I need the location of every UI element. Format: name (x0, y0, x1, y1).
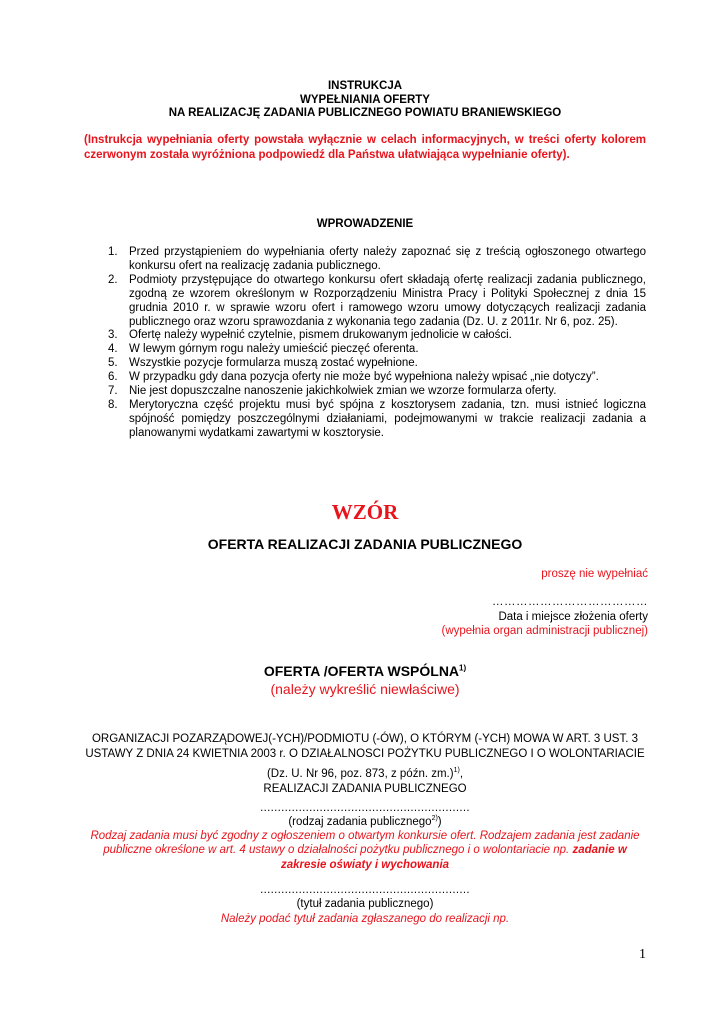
date-place-label: Data i miejsce złożenia oferty (498, 611, 648, 623)
do-not-fill-note: proszę nie wypełniać (541, 568, 648, 580)
page-number: 1 (639, 947, 646, 962)
intro-heading: WPROWADZENIE (316, 218, 414, 230)
footnote-marker: 1) (459, 663, 467, 673)
organization-text: ORGANIZACJI POZARZĄDOWEJ(-YCH)/PODMIOTU (-ÓW), O KTÓRYM (-YCH) MOWA W ART. 3 UST. 3 USTAWY Z DNIA 24 KWIETNIA 2003 r. O DZIAŁALNOSCI POŻYTKU PUBLICZNEGO I O WOLONTARIACIE (Dz. U. Nr 96, poz. 873, z późn. zm.)$^{1)}$, REALIZACJI ZADANIA PUBLICZNEGO (85, 733, 645, 795)
header-line-1: INSTRUKCJA (327, 80, 403, 92)
list-item: 4. W lewym górnym rogu należy umieścić pieczęć oferenta. (108, 343, 419, 356)
organization-last-line: REALIZACJI ZADANIA PUBLICZNEGO (263, 782, 467, 795)
instruction-header (100, 80, 630, 121)
list-item: 5. Wszystkie pozycje formularza muszą zostać wypełnione. (108, 357, 418, 370)
task-title-label: (tytuł zadania publicznego) (296, 898, 434, 910)
task-type-note: Rodzaj zadania musi być zgodny z ogłoszeniem o otwartym konkursie ofert. Rodzajem zadania jest zadanie publiczne określone w art. 4 ustawy o działalności pożytku publicznego i o wolontariacie np. zadanie w zakresie oświaty i wychowania (90, 830, 640, 871)
offer-title: OFERTA REALIZACJI ZADANIA PUBLICZNEGO (207, 536, 523, 552)
list-item: 6. W przypadku gdy dana pozycja oferty nie może być wypełniona należy wpisać „nie dotyczy”. (108, 371, 599, 384)
list-item: 8. Merytoryczna część projektu musi być spójna z kosztorysem zadania, tzn. musi istnieć logiczna spójność pomiędzy poszczególnymi działaniami, podejmowanymi w trakcie realizacji zadania a planowanymi wydatkami zawartymi w kosztorysie. (108, 398, 646, 439)
task-type-dots: ............................................................ (260, 802, 470, 814)
footnote-marker: 1) (453, 766, 460, 774)
list-item: 2. Podmioty przystępujące do otwartego konkursu ofert składają ofertę realizacji zadania publicznego, zgodną ze wzorem określonym w Rozporządzeniu Ministra Pracy i Polityki Społecznej z dnia 15 grudnia 2010 r. w sprawie wzoru ofert i ramowego wzoru umowy dotyczących realizacji zadania publicznego oraz wzoru sprawozdania z wykonania tego zadania (Dz. U. z 2011r. Nr 6, poz. 25). (108, 273, 646, 328)
task-title-dots: ............................................................ (260, 884, 470, 896)
header-line-2: WYPEŁNIANIA OFERTY (300, 93, 430, 106)
info-note: (Instrukcja wypełniania oferty powstała wyłącznie w celach informacyjnych, w treści oferty kolorem czerwonym została wyróżniona podpowiedź dla Państwa ułatwiająca wypełnianie oferty). (84, 134, 646, 162)
wzor-heading: WZÓR (331, 500, 399, 524)
offer-type-title: OFERTA /OFERTA WSPÓLNA$^{1)}$ (263, 663, 467, 679)
footnote-marker: 2) (431, 815, 438, 822)
list-item: 7. Nie jest dopuszczalne nanoszenie jakichkolwiek zmian we wzorze formularza oferty. (108, 385, 557, 398)
task-type-example: zadanie w zakresie oświaty i wychowania (280, 844, 627, 871)
instruction-list (96, 246, 646, 441)
task-title-note: Należy podać tytuł zadania zgłaszanego do realizacji np. (220, 913, 510, 925)
header-line-3: NA REALIZACJĘ ZADANIA PUBLICZNEGO POWIATU BRANIEWSKIEGO (168, 107, 562, 119)
filled-by-note: (wypełnia organ administracji publicznej) (441, 625, 648, 637)
strike-note: (należy wykreślić niewłaściwe) (270, 681, 460, 697)
list-item: 1. Przed przystąpieniem do wypełniania oferty należy zapoznać się z treścią ogłoszonego otwartego konkursu ofert na realizację zadania publicznego. (108, 246, 646, 272)
list-item: 3. Ofertę należy wypełnić czytelnie, pismem drukowanym jednolicie w całości. (108, 329, 512, 342)
date-place-dots: ………………………………… (492, 596, 648, 608)
task-type-label: (rodzaj zadania publicznego$^{2)}$) (288, 815, 442, 828)
